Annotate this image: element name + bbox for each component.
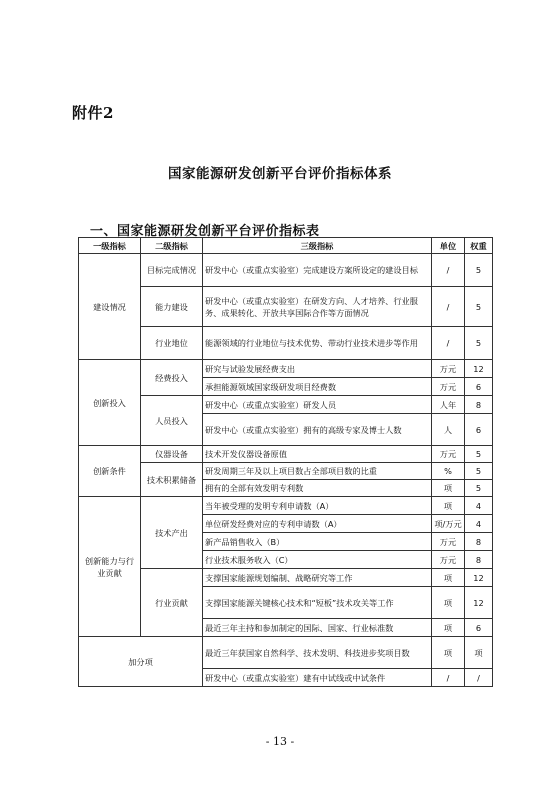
header-level1: 一级指标 [79, 238, 141, 254]
level3-cell: 单位研发经费对应的专利申请数（A） [203, 515, 432, 533]
unit-cell: 万元 [432, 446, 465, 463]
unit-cell: / [432, 287, 465, 327]
unit-cell: 万元 [432, 360, 465, 378]
weight-cell: 6 [465, 378, 493, 396]
level3-cell: 承担能源领域国家级研发项目经费数 [203, 378, 432, 396]
table-row [79, 637, 493, 669]
document-title: 国家能源研发创新平台评价指标体系 [168, 166, 392, 182]
weight-cell: 5 [465, 446, 493, 463]
unit-cell: 项 [432, 619, 465, 637]
level3-cell: 研究与试验发展经费支出 [203, 360, 432, 378]
weight-cell: 5 [465, 327, 493, 360]
indicator-table [78, 237, 493, 687]
unit-cell: 项/万元 [432, 515, 465, 533]
level2-cell: 技术积累储备 [141, 463, 203, 497]
unit-cell: 人年 [432, 396, 465, 414]
unit-cell: 项 [432, 497, 465, 515]
level3-cell: 支撑国家能源规划编制、战略研究等工作 [203, 569, 432, 587]
weight-cell: 5 [465, 287, 493, 327]
level3-cell: 能源领域的行业地位与技术优势、带动行业技术进步等作用 [203, 327, 432, 360]
header-level2: 二级指标 [141, 238, 203, 254]
weight-cell: 12 [465, 569, 493, 587]
level3-cell: 当年被受理的发明专利申请数（A） [203, 497, 432, 515]
level3-cell: 技术开发仪器设备原值 [203, 446, 432, 463]
header-unit: 单位 [432, 238, 465, 254]
table-header-row [79, 238, 493, 254]
level3-cell: 研发中心（或重点实验室）在研发方向、人才培养、行业服务、成果转化、开放共享国际合作等方面情况 [203, 287, 432, 327]
table-row [79, 446, 493, 463]
unit-cell: 万元 [432, 551, 465, 569]
unit-cell: 人 [432, 414, 465, 446]
table-row [79, 569, 493, 587]
level2-cell: 技术产出 [141, 497, 203, 569]
level3-cell: 研发周期三年及以上项目数占全部项目数的比重 [203, 463, 432, 480]
unit-cell: 项 [432, 569, 465, 587]
weight-cell: 8 [465, 533, 493, 551]
weight-cell: 5 [465, 480, 493, 497]
table-row [79, 287, 493, 327]
weight-cell: 4 [465, 497, 493, 515]
level3-cell: 拥有的全部有效发明专利数 [203, 480, 432, 497]
unit-cell: 万元 [432, 533, 465, 551]
unit-cell: / [432, 669, 465, 687]
section-title: 一、国家能源研发创新平台评价指标表 [90, 224, 320, 239]
level1-cell: 加分项 [79, 637, 203, 687]
page-number: - 13 - [265, 735, 295, 748]
table-row [79, 360, 493, 378]
level2-cell: 行业地位 [141, 327, 203, 360]
table-row [79, 327, 493, 360]
level2-cell: 经费投入 [141, 360, 203, 396]
weight-cell: 5 [465, 463, 493, 480]
weight-cell: 项 [465, 637, 493, 669]
level3-cell: 研发中心（或重点实验室）建有中试线或中试条件 [203, 669, 432, 687]
unit-cell: % [432, 463, 465, 480]
unit-cell: / [432, 254, 465, 287]
level1-cell: 创新投入 [79, 360, 141, 446]
level1-cell: 创新能力与行业贡献 [79, 497, 141, 637]
level3-cell: 行业技术服务收入（C） [203, 551, 432, 569]
level3-cell: 研发中心（或重点实验室）拥有的高级专家及博士人数 [203, 414, 432, 446]
weight-cell: 6 [465, 619, 493, 637]
level2-cell: 人员投入 [141, 396, 203, 446]
level3-cell: 研发中心（或重点实验室）完成建设方案所设定的建设目标 [203, 254, 432, 287]
level2-cell: 能力建设 [141, 287, 203, 327]
level3-cell: 新产品销售收入（B） [203, 533, 432, 551]
level2-cell: 仪器设备 [141, 446, 203, 463]
level2-cell: 行业贡献 [141, 569, 203, 637]
level3-cell: 最近三年获国家自然科学、技术发明、科技进步奖项目数 [203, 637, 432, 669]
unit-cell: 万元 [432, 378, 465, 396]
level3-cell: 支撑国家能源关键核心技术和“短板”技术攻关等工作 [203, 587, 432, 619]
level3-cell: 最近三年主持和参加制定的国际、国家、行业标准数 [203, 619, 432, 637]
weight-cell: / [465, 669, 493, 687]
header-level3: 三级指标 [203, 238, 432, 254]
weight-cell: 8 [465, 396, 493, 414]
unit-cell: 项 [432, 480, 465, 497]
unit-cell: 项 [432, 587, 465, 619]
level1-cell: 建设情况 [79, 254, 141, 360]
unit-cell: 项 [432, 637, 465, 669]
weight-cell: 4 [465, 515, 493, 533]
level1-cell: 创新条件 [79, 446, 141, 497]
weight-cell: 6 [465, 414, 493, 446]
table-row [79, 254, 493, 287]
header-weight: 权重 [465, 238, 493, 254]
level2-cell: 目标完成情况 [141, 254, 203, 287]
weight-cell: 5 [465, 254, 493, 287]
level3-cell: 研发中心（或重点实验室）研发人员 [203, 396, 432, 414]
table-row [79, 497, 493, 515]
table-row [79, 463, 493, 480]
weight-cell: 12 [465, 587, 493, 619]
attachment-label: 附件2 [72, 104, 114, 122]
unit-cell: / [432, 327, 465, 360]
weight-cell: 8 [465, 551, 493, 569]
table-row [79, 396, 493, 414]
weight-cell: 12 [465, 360, 493, 378]
